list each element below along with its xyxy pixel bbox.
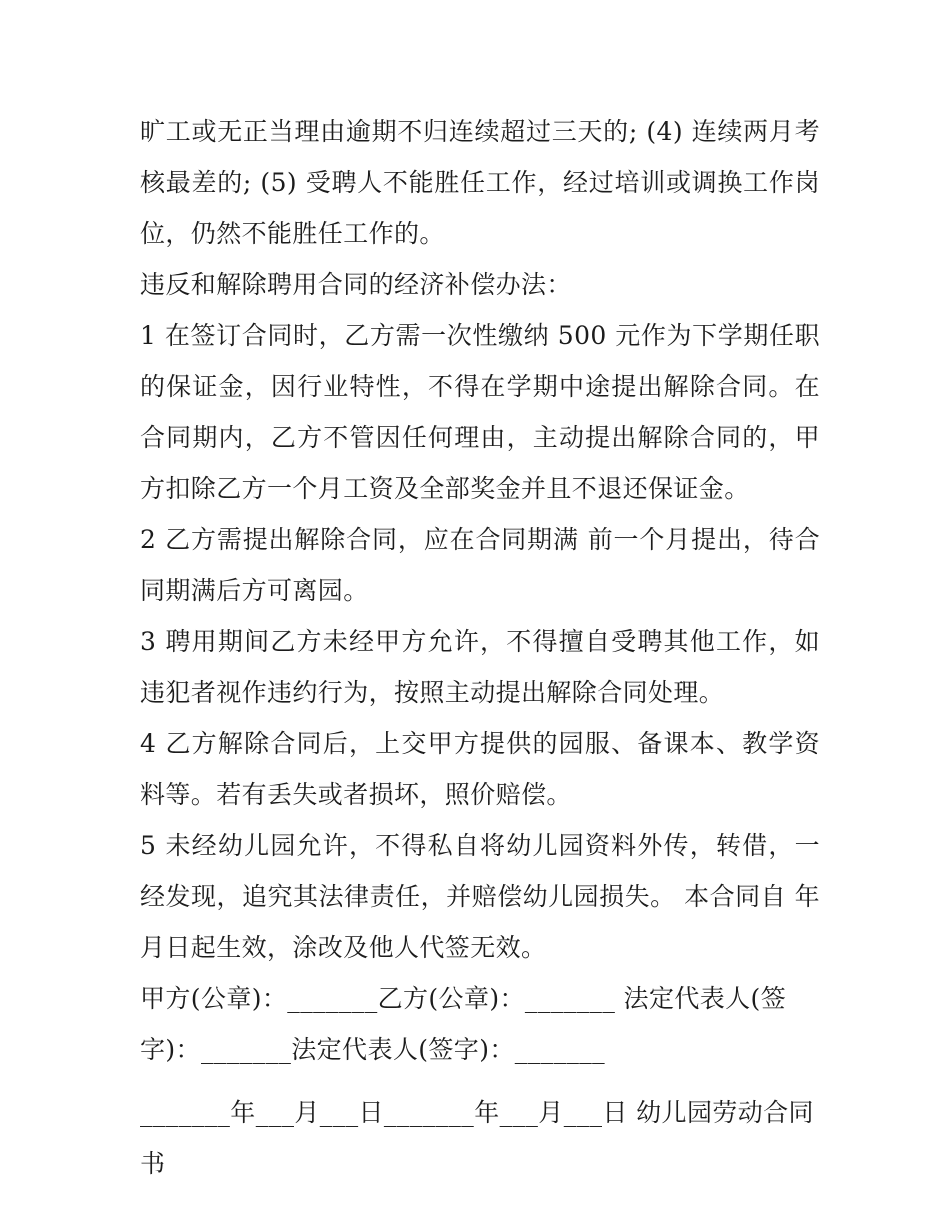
clause-4-return-materials: 4 乙方解除合同后，上交甲方提供的园服、备课本、教学资料等。若有丢失或者损坏，照价赔偿。 [140,729,820,809]
clause-3-outside-work: 3 聘用期间乙方未经甲方允许，不得擅自受聘其他工作，如违犯者视作违约行为，按照主动提出解除合同处理。 [140,627,820,707]
clause-5-confidentiality: 5 未经幼儿园允许，不得私自将幼儿园资料外传，转借，一经发现，追究其法律责任，并赔偿幼儿园损失。 本合同自 年 月日起生效，涂改及他人代签无效。 [140,831,820,962]
clause-1-deposit: 1 在签订合同时，乙方需一次性缴纳 500 元作为下学期任职的保证金，因行业特性，不得在学期中途提出解除合同。在合同期内，乙方不管因任何理由，主动提出解除合同的，甲方扣除乙方一个月工资及全部奖金并且不退还保证金。 [140,321,820,503]
paragraph-compensation-heading: 违反和解除聘用合同的经济补偿办法： [140,270,572,299]
paragraph-termination-conditions: 旷工或无正当理由逾期不归连续超过三天的; (4) 连续两月考核最差的; (5) 受聘人不能胜任工作，经过培训或调换工作岗位，仍然不能胜任工作的。 [140,117,820,248]
document-body [140,106,820,1189]
date-line: _______年___月___日_______年___月___日 幼儿园劳动合同书 [140,1098,814,1178]
clause-2-notice: 2 乙方需提出解除合同，应在合同期满 前一个月提出，待合同期满后方可离园。 [140,525,820,605]
signature-line: 甲方(公章)：_______乙方(公章)：_______ 法定代表人(签字)：_______法定代表人(签字)：_______ [140,984,787,1064]
